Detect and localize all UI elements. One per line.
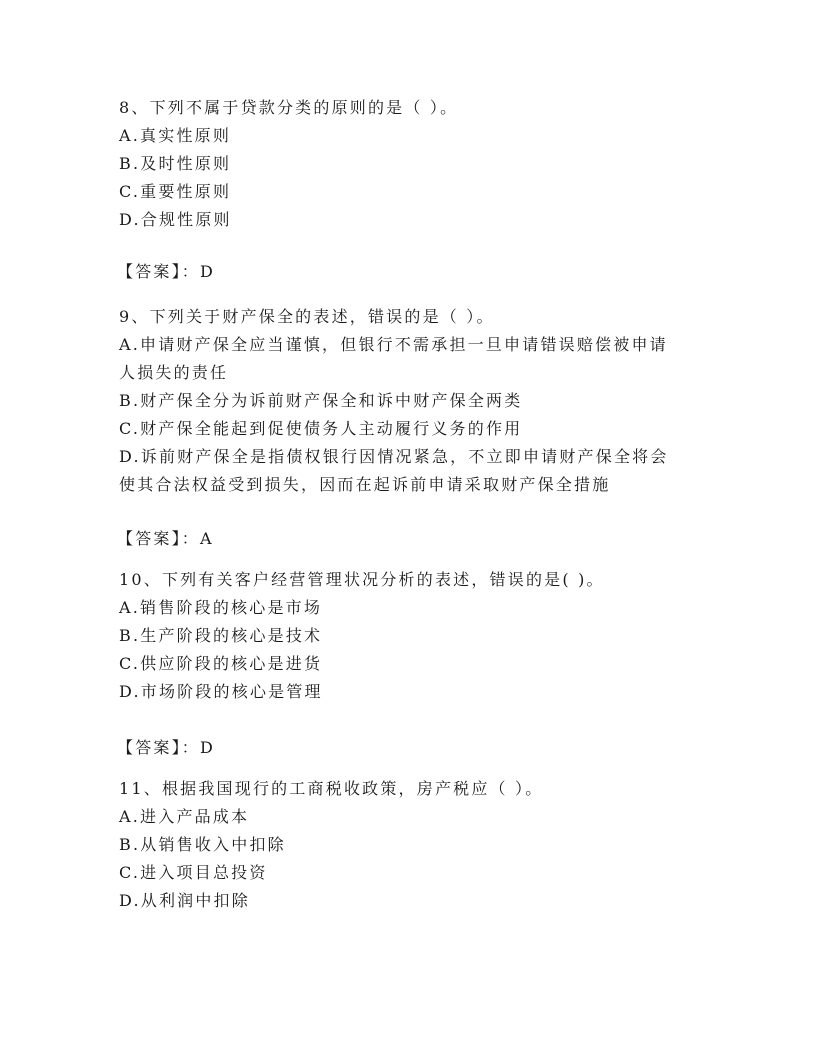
question-8-answer: 【答案】：D: [117, 262, 216, 281]
question-11-option-a: A.进入产品成本: [119, 807, 250, 826]
question-10-option-b: B.生产阶段的核心是技术: [119, 626, 323, 645]
question-9-stem: 9、下列关于财产保全的表述，错误的是（ ）。: [119, 307, 495, 326]
question-8-option-a: A.真实性原则: [119, 126, 232, 145]
question-10-option-c: C.供应阶段的核心是进货: [119, 654, 323, 673]
question-8-option-c: C.重要性原则: [119, 182, 232, 201]
question-8-stem: 8、下列不属于贷款分类的原则的是（ ）。: [119, 98, 459, 117]
question-9-option-c: C.财产保全能起到促使债务人主动履行义务的作用: [119, 419, 523, 438]
question-9-option-a-continued: 人损失的责任: [119, 363, 229, 382]
question-10-option-d: D.市场阶段的核心是管理: [119, 682, 323, 701]
question-10-stem: 10、下列有关客户经营管理状况分析的表述，错误的是( )。: [119, 570, 605, 589]
question-10-answer: 【答案】：D: [117, 738, 216, 757]
question-11-option-d: D.从利润中扣除: [119, 891, 250, 910]
question-9-option-b: B.财产保全分为诉前财产保全和诉中财产保全两类: [119, 391, 523, 410]
question-9-answer: 【答案】：A: [117, 529, 214, 548]
question-11-option-b: B.从销售收入中扣除: [119, 835, 286, 854]
question-9-option-d-continued: 使其合法权益受到损失，因而在起诉前申请采取财产保全措施: [119, 475, 611, 494]
question-9-option-a: A.申请财产保全应当谨慎，但银行不需承担一旦申请错误赔偿被申请: [119, 335, 668, 354]
question-9-option-d: D.诉前财产保全是指债权银行因情况紧急，不立即申请财产保全将会: [119, 447, 669, 466]
question-8-option-b: B.及时性原则: [119, 154, 232, 173]
question-8-option-d: D.合规性原则: [119, 210, 232, 229]
question-11-stem: 11、根据我国现行的工商税收政策，房产税应（ ）。: [119, 779, 544, 798]
question-10-option-a: A.销售阶段的核心是市场: [119, 598, 323, 617]
question-11-option-c: C.进入项目总投资: [119, 863, 268, 882]
